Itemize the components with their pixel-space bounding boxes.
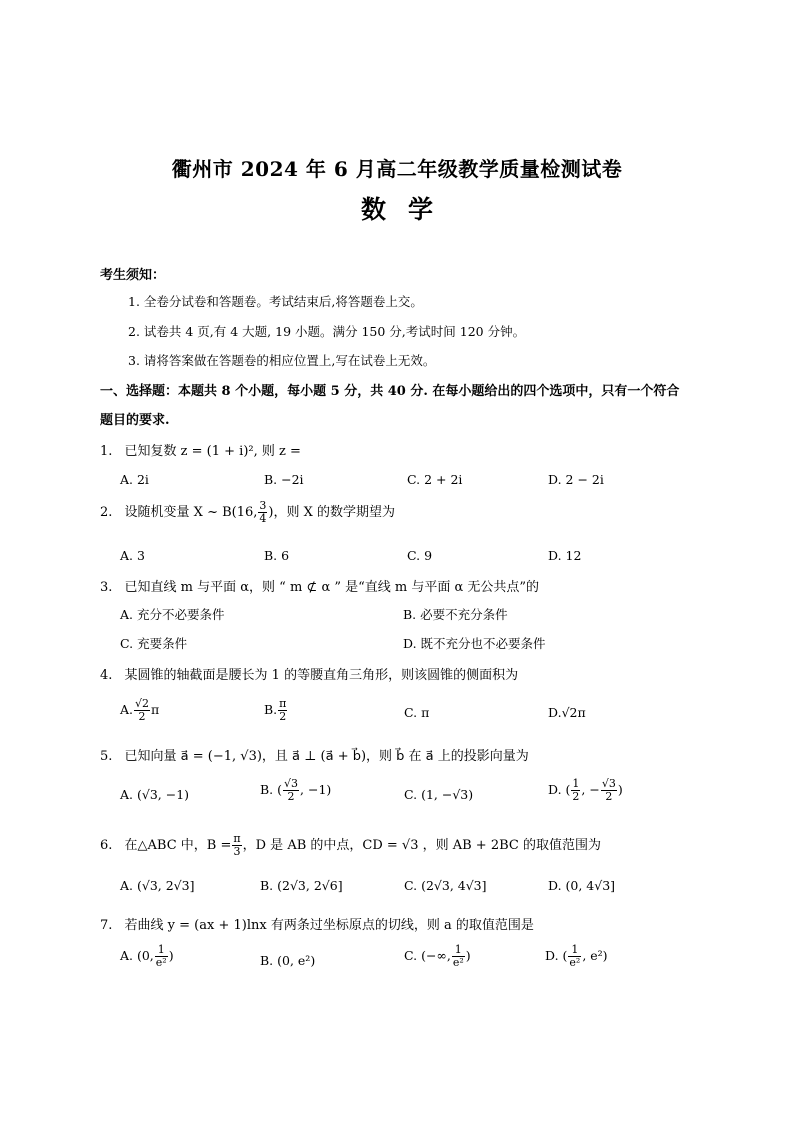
fraction [258,500,267,525]
question-stem-part2: )，则 X 的数学期望为 [268,505,395,520]
question-stem-part1: 设随机变量 X ~ B(16, [124,505,258,520]
fraction-denominator: 4 [259,512,267,525]
fraction-numerator: 1 [155,944,168,957]
q5-option-b [260,778,331,803]
fraction-numerator: 1 [572,777,580,790]
option-label: D. ( [545,948,568,963]
question-2 [100,500,395,525]
option-label: B. ( [260,782,283,797]
fraction [278,698,287,723]
notice-item-3: 3. 请将答案做在答题卷的相应位置上,写在试卷上无效。 [128,353,436,368]
q7-option-c [404,944,471,969]
option-tail: ) [168,948,174,963]
q4-option-a [120,698,159,723]
fraction-numerator: √2 [135,697,150,710]
fraction-denominator: e² [452,956,464,969]
question-number: 1. [100,444,113,459]
q2-option-b: B. 6 [264,548,290,563]
question-4 [100,664,518,683]
option-middle: , − [581,782,600,797]
question-stem: 某圆锥的轴截面是腰长为 1 的等腰直角三角形，则该圆锥的侧面积为 [124,668,519,683]
q1-option-b: B. −2i [264,472,304,487]
question-7 [100,914,534,933]
option-label: B. [264,702,278,717]
question-stem-part2: ，D 是 AB 的中点，CD = √3 ，则 AB + 2BC 的取值范围为 [242,838,601,853]
fraction-numerator: 1 [568,944,581,957]
option-label: D. ( [548,782,571,797]
option-tail: , e²) [582,948,608,963]
q7-option-d [545,944,608,969]
notice-item-2: 2. 试卷共 4 页,有 4 大题, 19 小题。满分 150 分,考试时间 120 分钟。 [128,324,526,339]
question-number: 6. [100,838,113,853]
fraction [232,833,241,858]
q1-option-c: C. 2 + 2i [407,472,463,487]
question-stem: 已知向量 a⃗ = (−1, √3)，且 a⃗ ⊥ (a⃗ + b⃗)，则 b⃗ 在 a⃗ 上的投影向量为 [124,749,529,764]
question-stem: 若曲线 y = (ax + 1)lnx 有两条过坐标原点的切线，则 a 的取值范围是 [124,918,534,933]
q6-option-d: D. (0, 4√3] [548,878,616,893]
question-6 [100,833,601,858]
q3-option-d: D. 既不充分也不必要条件 [403,636,546,651]
question-number: 5. [100,749,113,764]
fraction-denominator: e² [155,956,167,969]
option-label: A. (0, [120,948,154,963]
question-number: 4. [100,668,113,683]
q3-option-b: B. 必要不充分条件 [403,607,508,622]
option-label: D. [548,705,562,720]
fraction-denominator: 2 [605,790,613,803]
fraction-denominator: 2 [138,710,146,723]
q1-option-d: D. 2 − 2i [548,472,604,487]
q2-option-a: A. 3 [120,548,145,563]
question-1 [100,440,301,459]
fraction-numerator: π [279,697,287,710]
q5-option-d [548,778,623,803]
q7-option-a [120,944,174,969]
option-expression: √2π [561,705,586,720]
fraction-numerator: 1 [452,944,465,957]
fraction-denominator: 2 [572,790,580,803]
fraction [155,944,168,969]
fraction [134,698,150,723]
section-heading-line1: 一、选择题：本题共 8 个小题，每小题 5 分，共 40 分. 在每小题给出的四个选项中，只有一个符合 [100,384,680,399]
q2-option-c: C. 9 [407,548,433,563]
fraction [283,778,299,803]
q5-option-a: A. (√3, −1) [120,787,190,802]
option-label: A. [120,702,134,717]
fraction-numerator: π [233,832,241,845]
question-number: 7. [100,918,113,933]
notice-item-1: 1. 全卷分试卷和答题卷。考试结束后,将答题卷上交。 [128,294,423,309]
q6-option-b: B. (2√3, 2√6] [260,878,343,893]
q7-option-b: B. (0, e²) [260,953,316,968]
q6-option-c: C. (2√3, 4√3] [404,878,487,893]
q3-option-a: A. 充分不必要条件 [120,607,225,622]
q6-option-a: A. (√3, 2√3] [120,878,195,893]
notice-heading: 考生须知： [100,268,166,283]
fraction [452,944,465,969]
question-5 [100,745,529,764]
page-title: 衢州市 2024 年 6 月高二年级教学质量检测试卷 [171,157,623,181]
question-number: 3. [100,580,113,595]
question-stem-part1: 在△ABC 中，B = [124,838,232,853]
option-tail: ) [617,782,623,797]
fraction [568,944,581,969]
option-tail: , −1) [300,782,332,797]
fraction-numerator: √3 [601,777,616,790]
fraction-numerator: 3 [259,499,267,512]
fraction [601,778,617,803]
q3-option-c: C. 充要条件 [120,636,188,651]
section-heading-line2: 题目的要求. [100,413,170,428]
question-3 [100,576,539,595]
q1-option-a: A. 2i [120,472,149,487]
q2-option-d: D. 12 [548,548,582,563]
q4-option-d [548,705,586,720]
question-stem: 已知复数 z = (1 + i)², 则 z = [124,444,301,459]
option-label: C. (−∞, [404,948,451,963]
fraction-denominator: 2 [287,790,295,803]
fraction-numerator: √3 [284,777,299,790]
fraction-denominator: 3 [233,845,241,858]
question-stem: 已知直线 m 与平面 α，则 “ m ⊄ α ” 是“直线 m 与平面 α 无公共点”的 [124,580,540,595]
q5-option-c: C. (1, −√3) [404,787,474,802]
option-tail: π [151,702,160,717]
q4-option-b [264,698,288,723]
fraction-denominator: e² [569,956,581,969]
question-number: 2. [100,505,113,520]
q4-option-c: C. π [404,705,430,720]
subject-title: 数学 [360,195,455,224]
fraction-denominator: 2 [279,710,287,723]
option-tail: ) [465,948,471,963]
fraction [571,778,580,803]
